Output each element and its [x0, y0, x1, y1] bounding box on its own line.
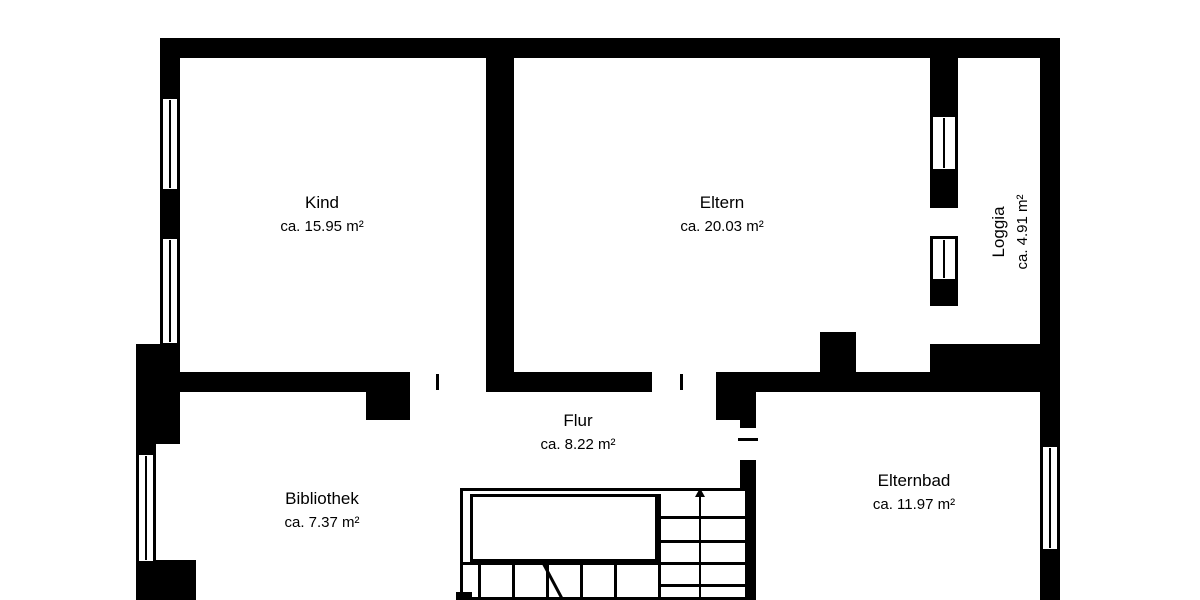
room-name: Loggia: [989, 206, 1008, 258]
staircase-step-2: [661, 516, 748, 519]
staircase-arrow-head-icon: [695, 488, 705, 497]
room-area: ca. 8.22 m²: [540, 435, 616, 453]
room-area: ca. 7.37 m²: [284, 513, 360, 531]
window-bibliothek-mullion: [145, 456, 147, 560]
wall-corridor-top-right: [716, 372, 1040, 392]
room-name: Kind: [304, 193, 340, 212]
wall-left-lower: [136, 344, 156, 456]
staircase-step-lower-1: [478, 565, 481, 600]
staircase-step-lower-2: [512, 565, 515, 600]
wall-right-lower: [1040, 390, 1060, 448]
staircase-step-lower-5: [614, 565, 617, 600]
wall-bibliothek-pier: [366, 372, 410, 420]
wall-loggia-pier-mid: [930, 168, 958, 208]
wall-bath-vertical-upper: [740, 392, 756, 428]
room-name: Bibliothek: [285, 489, 359, 508]
wall-left-mid-pier: [160, 190, 180, 242]
staircase-run-divider: [462, 562, 660, 565]
staircase-step-3: [661, 540, 748, 543]
room-name: Elternbad: [877, 471, 951, 490]
wall-loggia-pier-low: [930, 278, 958, 306]
staircase-step-lower-4: [580, 565, 583, 600]
staircase-arrow-shaft: [699, 496, 701, 600]
room-label-elternbad: [824, 468, 1004, 516]
window-elternbad-mullion: [1049, 448, 1051, 548]
door-tick-bath: [738, 438, 758, 441]
wall-left-bottom: [136, 560, 196, 600]
window-kind-upper-mullion: [169, 100, 171, 188]
wall-partition-kind-eltern: [486, 38, 514, 390]
door-tick-flur-left: [436, 374, 439, 390]
room-label-flur: [488, 408, 668, 456]
room-area: ca. 11.97 m²: [872, 495, 956, 513]
wall-corridor-top-mid: [486, 372, 652, 392]
wall-right-bottom: [1040, 548, 1060, 600]
door-tick-flur-right: [680, 374, 683, 390]
window-loggia-lower-mullion: [943, 240, 945, 278]
room-label-bibliothek: [232, 486, 412, 534]
room-name: Flur: [563, 411, 593, 430]
wall-bath-pier: [820, 332, 856, 378]
staircase-step-4: [661, 562, 748, 565]
wall-loggia-partition: [930, 38, 958, 118]
staircase-step-5: [661, 584, 748, 587]
room-name: Eltern: [699, 193, 745, 212]
window-loggia-upper-mullion: [943, 118, 945, 168]
door-tick-loggia: [938, 204, 952, 207]
wall-right-upper: [1040, 38, 1060, 390]
wall-top-outer: [160, 38, 1060, 58]
room-area: ca. 4.91 m²: [1013, 194, 1031, 270]
room-label-kind: [232, 190, 412, 238]
staircase-inner-landing: [470, 494, 658, 562]
window-kind-lower-mullion: [169, 240, 171, 342]
room-area: ca. 15.95 m²: [280, 217, 364, 235]
room-label-loggia: [986, 142, 1034, 322]
staircase-newel-post: [456, 592, 472, 600]
room-area: ca. 20.03 m²: [680, 217, 764, 235]
room-label-eltern: [632, 190, 812, 238]
